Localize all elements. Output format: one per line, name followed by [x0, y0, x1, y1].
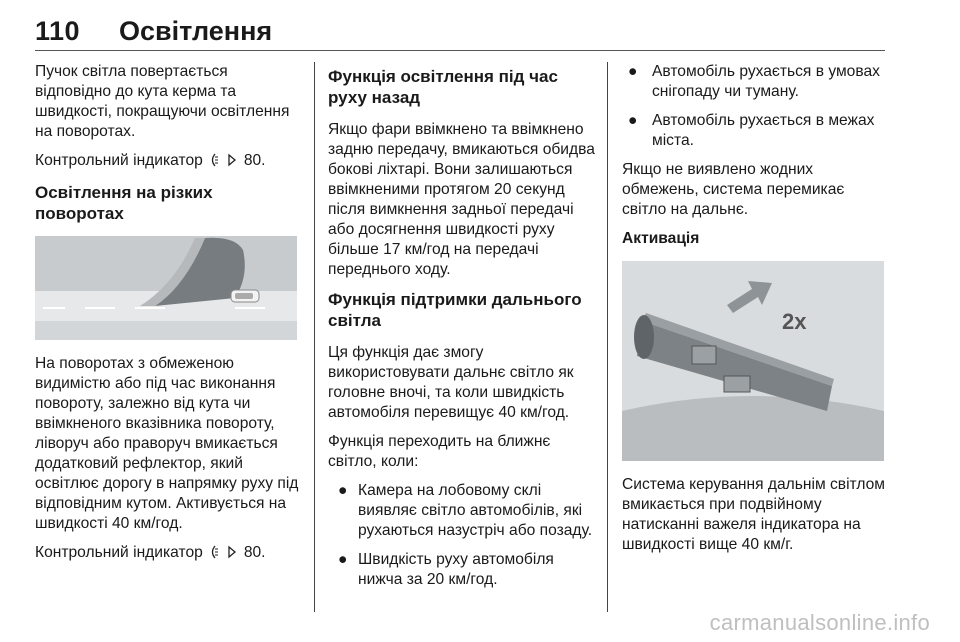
page-ref-number: 80.	[243, 152, 266, 169]
bullet-icon: ●	[338, 551, 348, 568]
bullet-icon: ●	[628, 63, 638, 80]
paragraph-reverse-light: Якщо фари ввімкнено та ввімкнено задню передачу, вмикаються обидва бокові ліхтарі. Вони залишаються ввімкненими протягом 20 секунд після вимкнення задньої передачі або досягнення швидкості руху більше 17 км/год на передачі переднього ходу.	[328, 121, 595, 278]
list-item: ● Автомобіль рухається в межах міста.	[628, 112, 875, 149]
indicator-stalk-illustration	[622, 261, 884, 461]
cornering-light-illustration	[35, 236, 297, 340]
page-number: 110	[35, 16, 81, 46]
watermark: carmanualsonline.info	[709, 610, 930, 635]
light-indicator-icon	[209, 545, 219, 565]
header-rule	[35, 50, 885, 51]
page-ref-icon	[227, 545, 237, 565]
bullet-icon: ●	[628, 112, 638, 129]
paragraph-cornering-details: На поворотах з обмеженою видимістю або під час виконання повороту, залежно від кута чи ввімкненого вказівника повороту, ліворуч або праворуч вмикається додатковий рефлектор, який освітлює дорогу в напрямку руху під відповідним кутом. Активується на швидкості 40 км/год.	[35, 355, 299, 532]
conditions-list	[328, 481, 598, 590]
indicator-text-2: Контрольний індикатор	[35, 544, 203, 561]
page-header	[35, 8, 885, 50]
page-ref-icon	[227, 153, 237, 173]
double-press-label: 2x	[782, 309, 807, 334]
column-divider-1	[314, 62, 315, 612]
paragraph-high-beam-assist: Ця функція дає змогу використовувати дальнє світло як головне вночі, та коли швидкість автомобіля перевищує 40 км/год.	[328, 344, 574, 421]
list-item: ● Камера на лобовому склі виявляє світло автомобілів, які рухаються назустріч або позаду.	[338, 482, 593, 539]
list-item: ● Швидкість руху автомобіля нижча за 20 км/год.	[338, 551, 554, 588]
section-heading-cornering: Освітлення на різких поворотах	[35, 183, 213, 223]
section-heading-high-beam-assist: Функція підтримки дальнього світла	[328, 290, 582, 330]
paragraph-switch-to-high-beam: Якщо не виявлено жодних обмежень, система перемикає світло на дальнє.	[622, 161, 845, 218]
bullet-icon: ●	[338, 482, 348, 499]
section-heading-activation: Активація	[622, 230, 700, 247]
column-3	[622, 62, 892, 564]
page-ref-number: 80.	[243, 544, 266, 561]
column-2	[328, 62, 598, 599]
page-title: Освітлення	[119, 16, 273, 46]
paragraph-activation: Система керування дальнім світлом вмикається при подвійному натисканні важеля індикатора на швидкості вище 40 км/г.	[622, 476, 886, 553]
paragraph-cornering-light: Пучок світла повертається відповідно до кута керма та швидкості, покращуючи освітлення на поворотах.	[35, 63, 290, 140]
section-heading-reverse-light: Функція освітлення під час руху назад	[328, 67, 558, 107]
list-item: ● Автомобіль рухається в умовах снігопаду чи туману.	[628, 63, 880, 100]
indicator-reference-2	[35, 543, 305, 565]
indicator-reference	[35, 151, 305, 173]
indicator-text: Контрольний індикатор	[35, 152, 203, 169]
paragraph-low-beam-conditions: Функція переходить на ближнє світло, коли:	[328, 433, 551, 470]
light-indicator-icon	[209, 153, 219, 173]
column-divider-2	[607, 62, 608, 612]
column-1	[35, 62, 305, 574]
conditions-list-continued	[622, 62, 892, 151]
